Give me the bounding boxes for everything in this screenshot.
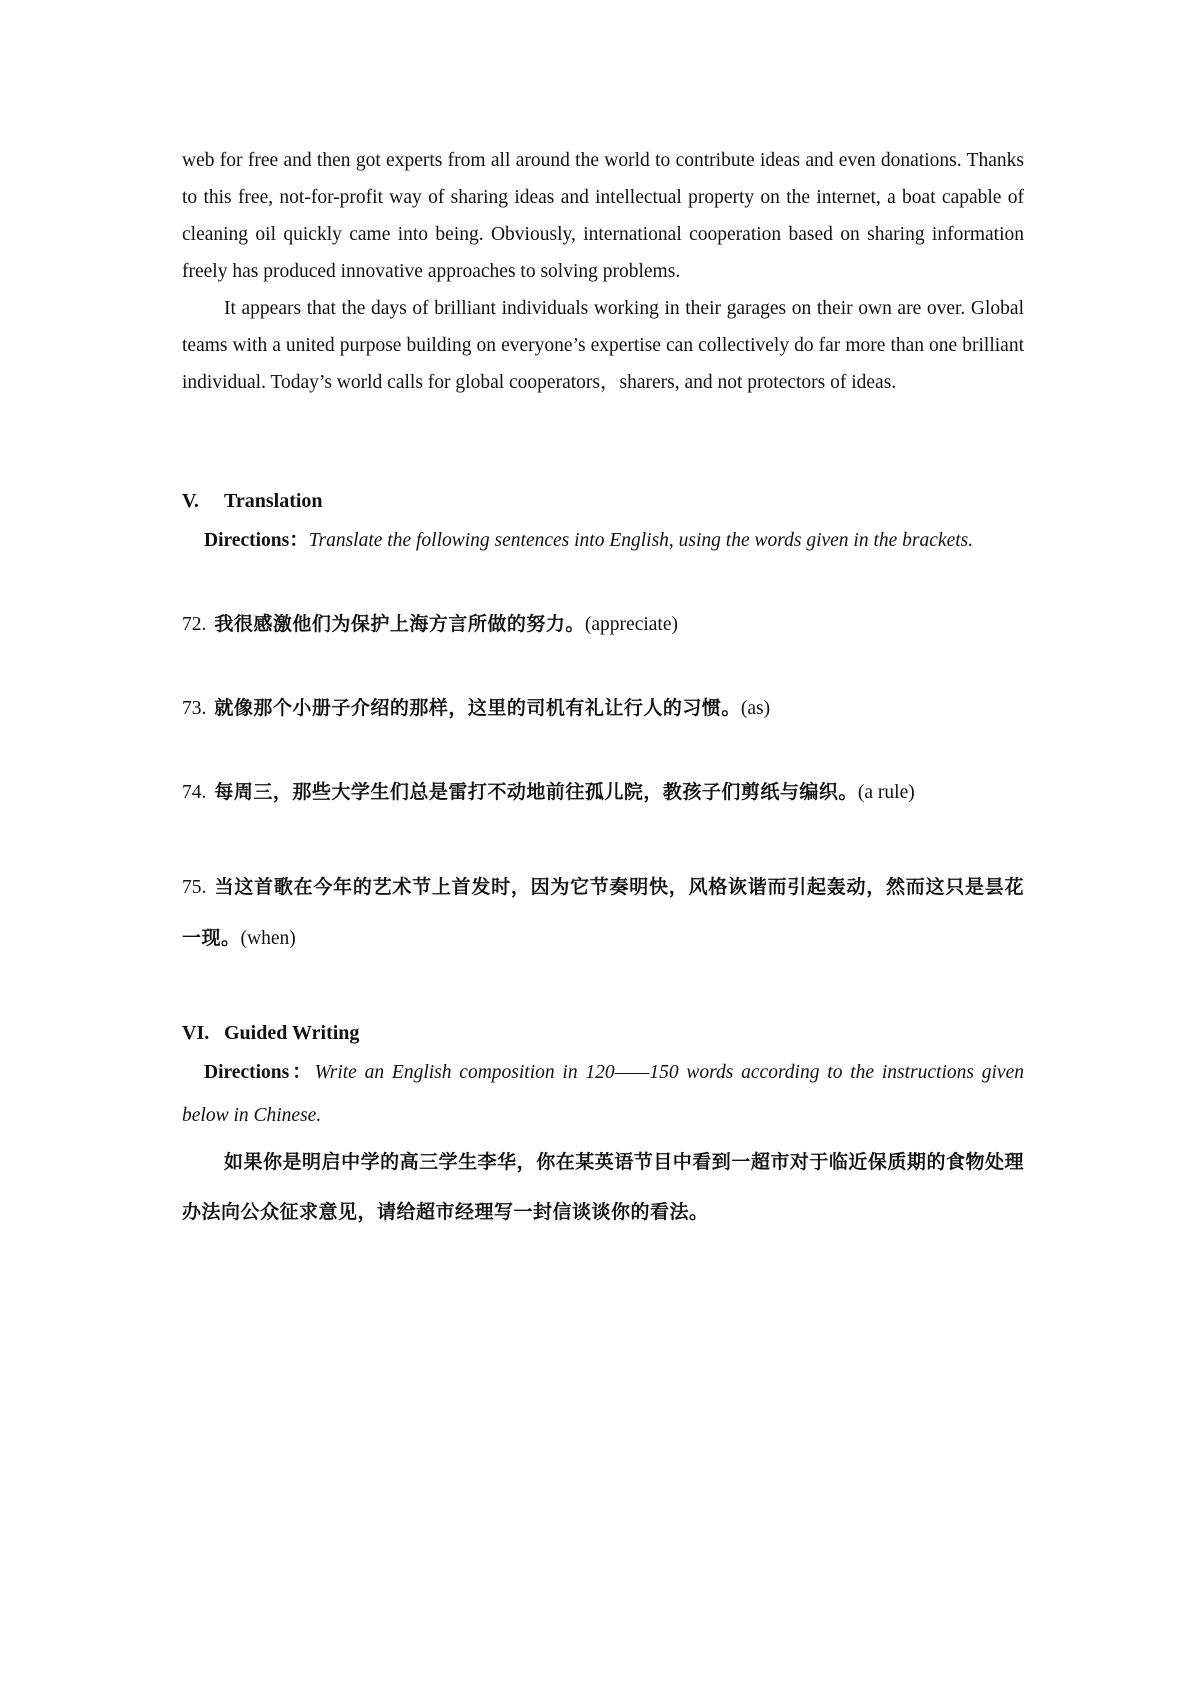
section-number: VI.: [182, 1022, 210, 1044]
question-73: [182, 693, 1024, 724]
passage-paragraph-1: web for free and then got experts from all around the world to contribute ideas and even donations. Thanks to this free, not-for-profit way of sharing ideas and intellectual property on the internet, a boat capable of cleaning oil quickly came into being. Obviously, international cooperation based on sharing information freely has produced innovative approaches to solving problems.: [182, 150, 1024, 282]
translation-section: [182, 487, 1024, 562]
question-number: 75.: [182, 877, 207, 898]
translation-item: [182, 777, 1024, 808]
question-number: 73.: [182, 698, 207, 719]
translation-item: [182, 609, 1024, 640]
section-heading-translation: [182, 487, 1024, 515]
section-title: Guided Writing: [224, 1022, 360, 1044]
translation-directions: [182, 519, 1024, 562]
question-number: 74.: [182, 782, 207, 803]
reading-passage: [182, 142, 1024, 401]
translation-item: [182, 693, 1024, 724]
directions-label: Directions：: [204, 530, 309, 551]
question-74: [182, 777, 1024, 808]
question-72: [182, 609, 1024, 640]
question-text: 当这首歌在今年的艺术节上首发时，因为它节奏明快，风格诙谐而引起轰动，然而这只是昙花一现。: [182, 876, 1024, 949]
directions-text: Translate the following sentences into English, using the words given in the brackets.: [308, 530, 974, 551]
question-text: 我很感激他们为保护上海方言所做的努力。: [214, 613, 585, 635]
writing-directions: [182, 1051, 1024, 1137]
writing-section: [182, 1019, 1024, 1237]
question-number: 72.: [182, 614, 207, 635]
question-text: 每周三，那些大学生们总是雷打不动地前往孤儿院，教孩子们剪纸与编织。: [214, 781, 858, 803]
section-heading-writing: [182, 1019, 1024, 1047]
section-number: V.: [182, 490, 199, 512]
question-hint: (appreciate): [584, 614, 678, 635]
writing-prompt: 如果你是明启中学的高三学生李华，你在某英语节目中看到一超市对于临近保质期的食物处理办法向公众征求意见，请给超市经理写一封信谈谈你的看法。: [182, 1151, 1024, 1223]
directions-label: Directions：: [204, 1062, 315, 1083]
section-title: Translation: [224, 490, 323, 512]
passage-paragraph-2: It appears that the days of brilliant individuals working in their garages on their own are over. Global teams with a united purpose building on everyone’s expertise can collectively do far more than one brilliant individual. Today’s world calls for global cooperators，sharers, and not protectors of ideas.: [182, 298, 1024, 393]
question-hint: (as): [740, 698, 771, 719]
translation-item: [182, 862, 1024, 964]
directions-text: Write an English composition in 120——150 words according to the instructions given below in Chinese.: [182, 1062, 1024, 1126]
question-hint: (a rule): [857, 782, 915, 803]
question-75: [182, 862, 1024, 964]
question-text: 就像那个小册子介绍的那样，这里的司机有礼让行人的习惯。: [214, 697, 741, 719]
question-hint: (when): [240, 928, 296, 949]
